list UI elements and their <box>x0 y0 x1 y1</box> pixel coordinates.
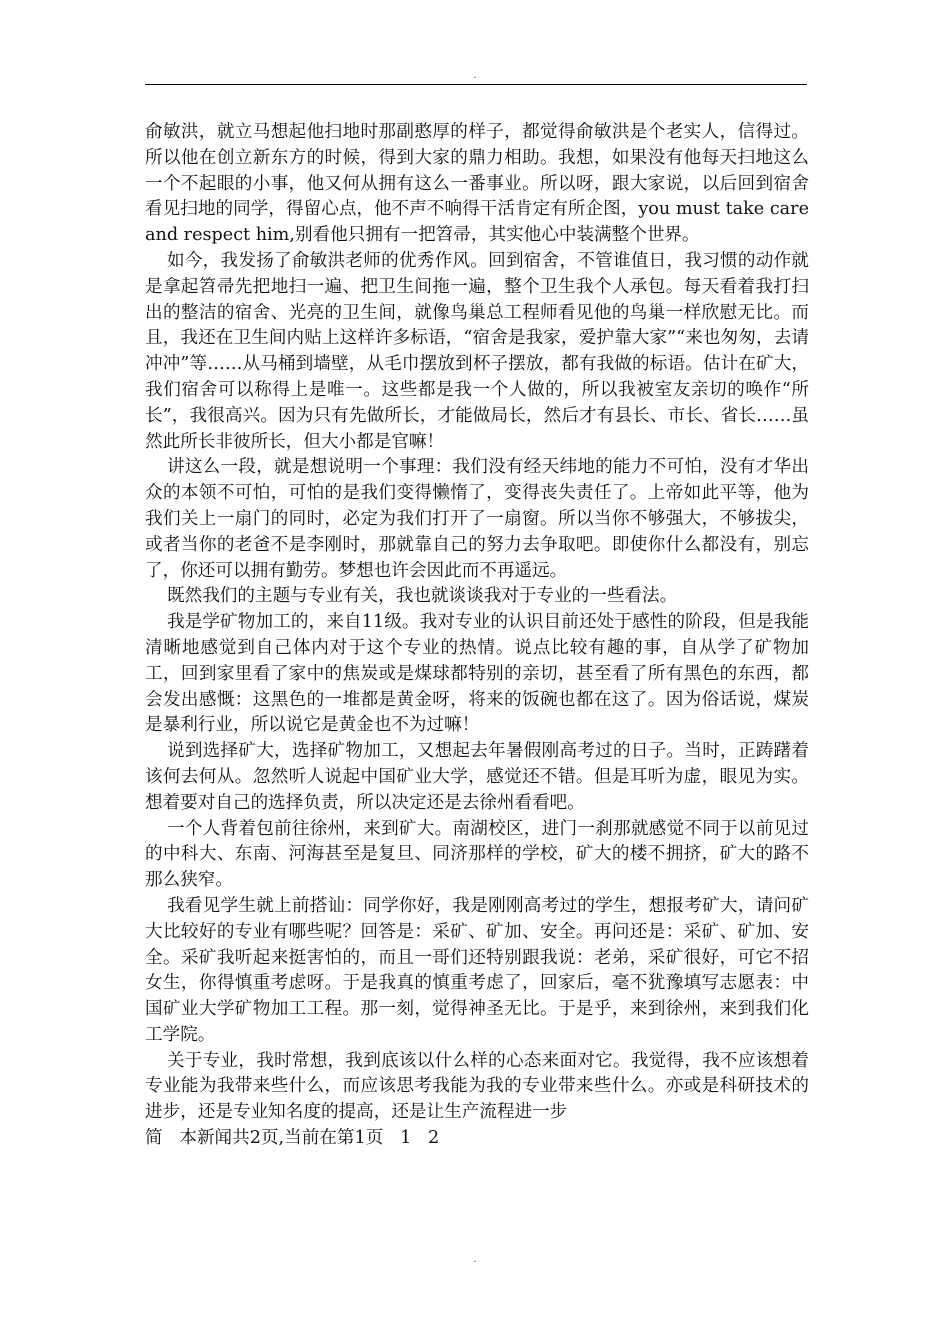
paragraph-7: 一个人背着包前往徐州，来到矿大。南湖校区，进门一刹那就感觉不同于以前见过的中科大、东南、河海甚至是复旦、同济那样的学校，矿大的楼不拥挤，矿大的路不那么狭窄。 <box>145 818 809 891</box>
article-body <box>145 120 809 1152</box>
paragraph-3: 讲这么一段，就是想说明一个事理：我们没有经天纬地的能力不可怕，没有才华出众的本领不可怕，可怕的是我们变得懒惰了，变得丧失责任了。上帝如此平等，他为我们关上一扇门的同时，必定为我们打开了一扇窗。所以当你不够强大，不够拔尖，或者当你的老爸不是李刚时，那就靠自己的努力去争取吧。即使你什么都没有，别忘了，你还可以拥有勤劳。梦想也许会因此而不再遥远。 <box>145 457 809 581</box>
paragraph-1: 俞敏洪，就立马想起他扫地时那副憨厚的样子，都觉得俞敏洪是个老实人，信得过。所以他在创立新东方的时候，得到大家的鼎力相助。我想，如果没有他每天扫地这么一个不起眼的小事，他又何从拥有这么一番事业。所以呀，跟大家说，以后回到宿舍看见扫地的同学，得留心点，他不声不响得干活肯定有所企图，you must take care and respect him,别看他只拥有一把笤帚，其实他心中装满整个世界。 <box>145 122 809 246</box>
paragraph-2: 如今，我发扬了俞敏洪老师的优秀作风。回到宿舍，不管谁值日，我习惯的动作就是拿起笤帚先把地扫一遍、把卫生间拖一遍，整个卫生我个人承包。每天看着我打扫出的整洁的宿舍、光亮的卫生间，就像鸟巢总工程师看见他的鸟巢一样欣慰无比。而且，我还在卫生间内贴上这样许多标语，“宿舍是我家，爱护靠大家”“来也匆匆，去请冲冲”等……从马桶到墙壁，从毛巾摆放到杯子摆放，都有我做的标语。估计在矿大，我们宿舍可以称得上是唯一。这些都是我一个人做的，所以我被室友亲切的唤作“所长”，我很高兴。因为只有先做所长，才能做局长，然后才有县长、市长、省长……虽然此所长非彼所长，但大小都是官嘛！ <box>145 250 809 452</box>
paragraph-9: 关于专业，我时常想，我到底该以什么样的心态来面对它。我觉得，我不应该想着专业能为我带来些什么，而应该思考我能为我的专业带来些什么。亦或是科研技术的进步，还是专业知名度的提高，还是让生产流程进一步 <box>145 1050 809 1123</box>
paragraph-5: 我是学矿物加工的，来自11级。我对专业的认识目前还处于感性的阶段，但是我能清晰地感觉到自己体内对于这个专业的热情。说点比较有趣的事，自从学了矿物加工，回到家里看了家中的焦炭或是煤球都特别的亲切，甚至看了所有黑色的东西，都会发出感慨：这黑色的一堆都是黄金呀，将来的饭碗也都在这了。因为俗话说，煤炭是暴利行业，所以说它是黄金也不为过嘛！ <box>145 612 809 736</box>
paragraph-4: 既然我们的主题与专业有关，我也就谈谈我对于专业的一些看法。 <box>167 586 678 607</box>
pagination-line[interactable]: 简 本新闻共2页,当前在第1页 1 2 <box>145 1128 440 1149</box>
footer-mark: . <box>473 1254 477 1265</box>
paragraph-8: 我看见学生就上前搭讪：同学你好，我是刚刚高考过的学生，想报考矿大，请问矿大比较好的专业有哪些呢？回答是：采矿、矿加、安全。再问还是：采矿、矿加、安全。采矿我听起来挺害怕的，而且一哥们还特别跟我说：老弟，采矿很好，可它不招女生，你得慎重考虑呀。于是我真的慎重考虑了，回家后，毫不犹豫填写志愿表：中国矿业大学矿物加工工程。那一刻，觉得神圣无比。于是乎，来到徐州，来到我们化工学院。 <box>145 895 809 1045</box>
header-mark: . <box>473 70 477 81</box>
paragraph-6: 说到选择矿大，选择矿物加工，又想起去年暑假刚高考过的日子。当时，正踌躇着该何去何从。忽然听人说起中国矿业大学，感觉还不错。但是耳听为虚，眼见为实。想着要对自己的选择负责，所以决定还是去徐州看看吧。 <box>145 741 809 813</box>
header-rule <box>145 84 807 85</box>
